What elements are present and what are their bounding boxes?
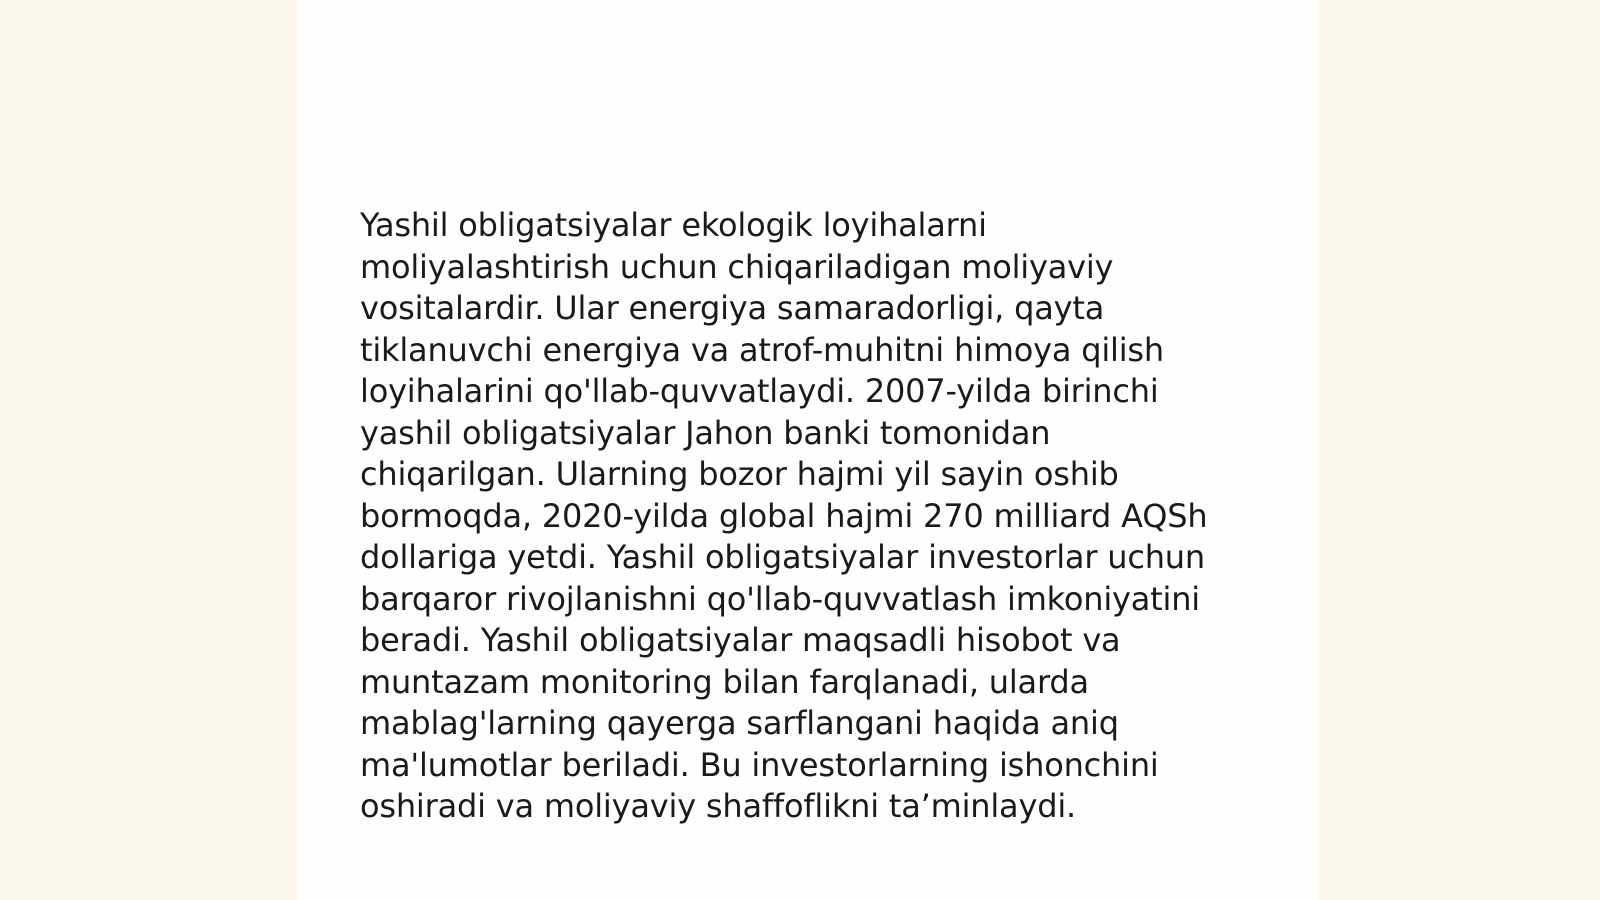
text-line: yashil obligatsiyalar Jahon banki tomonidan [360,413,1051,452]
text-line: vositalardir. Ular energiya samaradorligi, qayta [360,289,1105,327]
text-line: chiqarilgan. Ularning bozor hajmi yil sayin oshib [360,455,1119,493]
text-line: tiklanuvchi energiya va atrof-muhitni himoya qilish [360,330,1164,369]
text-line: oshiradi va moliyaviy shaffoflikni ta’minlaydi. [360,787,1076,825]
text-line: ma'lumotlar beriladi. Bu investorlarning ishonchini [360,745,1159,784]
text-line: bormoqda, 2020-yilda global hajmi 270 milliard AQSh [360,496,1208,535]
text-line: dollariga yetdi. Yashil obligatsiyalar investorlar uchun [360,538,1205,576]
text-line: beradi. Yashil obligatsiyalar maqsadli hisobot va [360,621,1121,659]
document-page [297,0,1319,900]
text-line: moliyalashtirish uchun chiqariladigan moliyaviy [360,247,1114,286]
text-line: muntazam monitoring bilan farqlanadi, ularda [360,662,1089,701]
text-line: barqaror rivojlanishni qo'llab-quvvatlash imkoniyatini [360,579,1200,618]
text-line: Yashil obligatsiyalar ekologik loyihalarni [360,206,987,244]
text-line: loyihalarini qo'llab-quvvatlaydi. 2007-yilda birinchi [360,372,1159,410]
text-line: mablag'larning qayerga sarflangani haqida aniq [360,704,1119,742]
body-paragraph [360,205,1240,828]
